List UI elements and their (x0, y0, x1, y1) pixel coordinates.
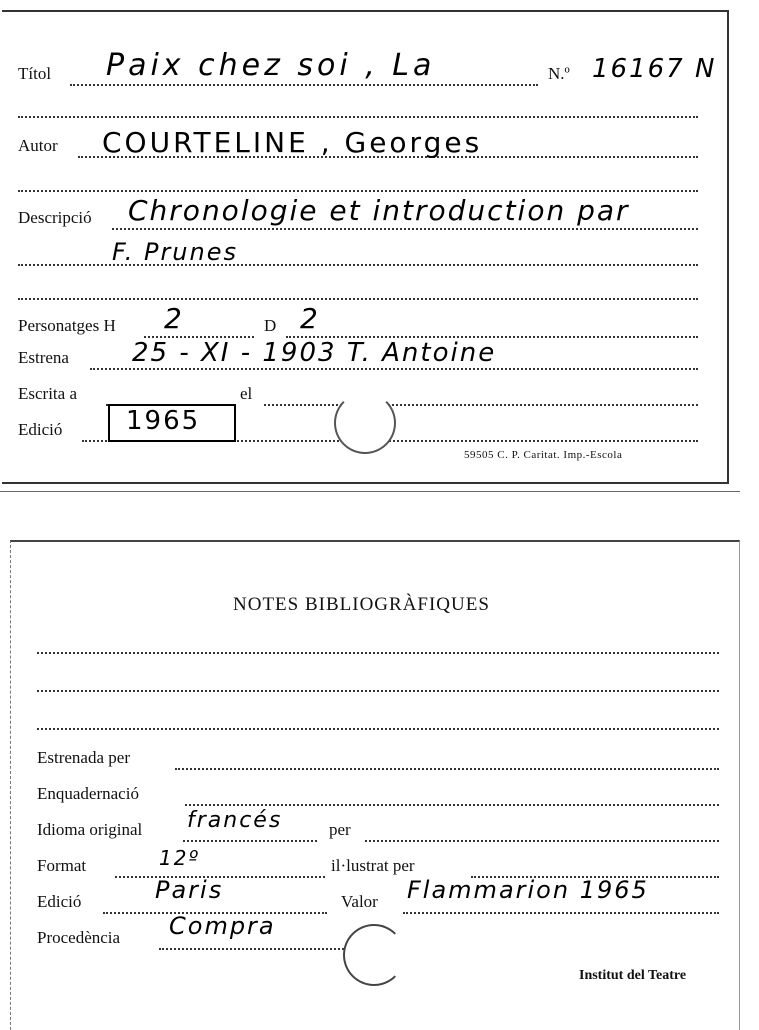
back-edicio-value: Paris (155, 876, 224, 904)
estrenada-dotted-line (175, 768, 719, 770)
personatges-label: Personatges H (18, 316, 116, 335)
separator-line-1 (18, 116, 698, 118)
descripcio-value-line2: F. Prunes (112, 238, 238, 266)
titol-dotted-line (70, 84, 538, 86)
estrena-label: Estrena (18, 348, 69, 367)
printer-imprint: 59505 C. P. Caritat. Imp.-Escola (464, 449, 623, 461)
autor-value: COURTELINE , Georges (102, 126, 483, 159)
catalog-card-front (2, 10, 729, 484)
estrena-value: 25 - XI - 1903 T. Antoine (132, 338, 497, 368)
back-punch-hole (343, 924, 405, 986)
edicio-label: Edició (18, 420, 63, 439)
escrita-label: Escrita a (18, 384, 77, 403)
format-label: Format (37, 856, 87, 875)
card-separator-line (0, 491, 740, 492)
el-label: el (240, 384, 253, 403)
notes-line-3 (37, 728, 719, 730)
idioma-value: francés (187, 808, 283, 833)
personatges-d-value: 2 (300, 302, 320, 335)
format-value: 12º (159, 846, 200, 870)
valor-label: Valor (341, 892, 378, 911)
titol-label: Títol (18, 64, 52, 83)
procedencia-label: Procedència (37, 928, 121, 947)
back-edicio-label: Edició (37, 892, 82, 911)
enquadernacio-label: Enquadernació (37, 784, 139, 803)
notes-title: NOTES BIBLIOGRÀFIQUES (233, 594, 490, 615)
d-label: D (264, 316, 277, 335)
estrenada-label: Estrenada per (37, 748, 130, 767)
valor-dotted-line (403, 912, 719, 914)
edicio-value: 1965 (126, 406, 201, 436)
numero-value: 16167 N (592, 54, 717, 84)
idioma-dotted-line (183, 840, 317, 842)
per-label: per (329, 820, 351, 839)
el-dotted-line (264, 404, 698, 406)
valor-value: Flammarion 1965 (407, 876, 649, 904)
notes-line-1 (37, 652, 719, 654)
estrena-dotted-line (90, 368, 698, 370)
descripcio-label: Descripció (18, 208, 92, 227)
institut-label: Institut del Teatre (579, 968, 687, 983)
per-dotted-line (365, 840, 719, 842)
illustrat-label: il·lustrat per (331, 856, 415, 875)
procedencia-value: Compra (169, 912, 276, 940)
idioma-label: Idioma original (37, 820, 143, 839)
descripcio-value-line1: Chronologie et introduction par (128, 194, 630, 227)
personatges-h-value: 2 (164, 302, 184, 335)
notes-line-2 (37, 690, 719, 692)
separator-line-3 (18, 298, 698, 300)
procedencia-dotted-line (159, 948, 359, 950)
numero-label: N.º (548, 64, 570, 83)
punch-hole (334, 392, 396, 454)
separator-line-2 (18, 190, 698, 192)
enquadernacio-dotted-line (185, 804, 719, 806)
titol-value: Paix chez soi , La (106, 48, 436, 83)
autor-label: Autor (18, 136, 58, 155)
descripcio-dotted-line (112, 228, 698, 230)
catalog-card-back (10, 540, 740, 1030)
